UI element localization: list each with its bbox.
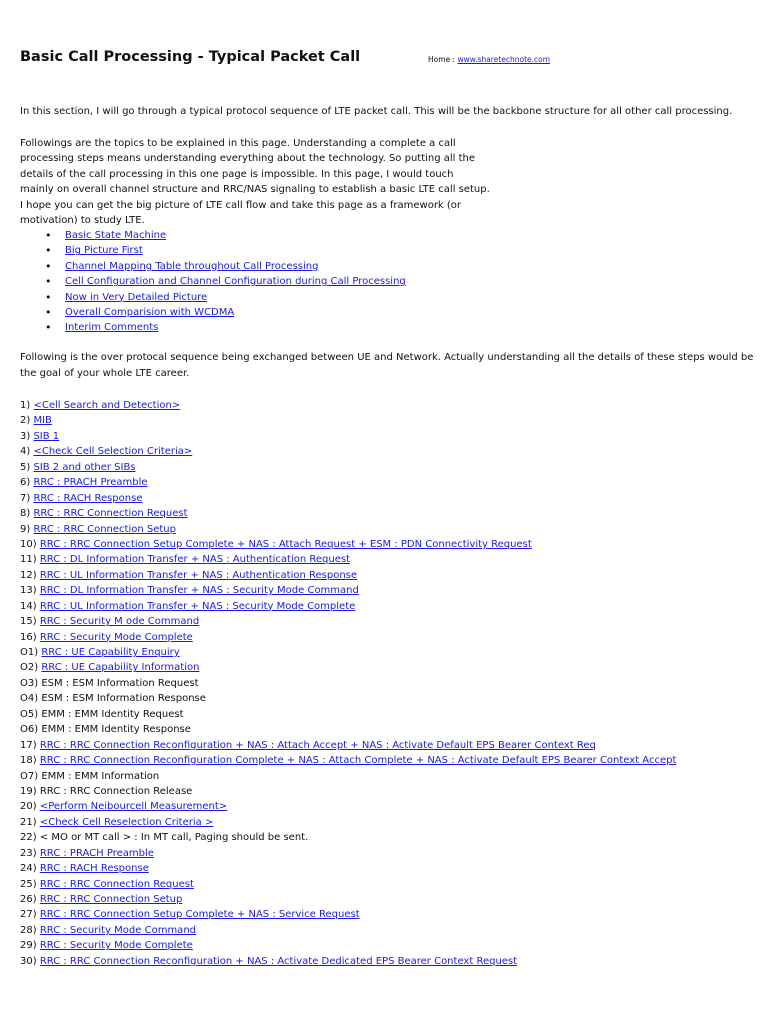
topics-intro-paragraph: Followings are the topics to be explained in this page. Understanding a complete a call processing steps means understanding everything about the technology. So putting all the details of the call processing in this one page is impossible. In this page, I would touch mainly on overall channel structure and RRC/NAS signaling to establish a basic LTE call setup. I hope you can get the big picture of LTE call flow and take this page as a framework (or motivation) to study LTE.	[20, 138, 490, 227]
step-number: 19)	[20, 785, 37, 797]
protocol-step	[20, 645, 676, 660]
protocol-step	[20, 522, 676, 537]
step-number: 4)	[20, 446, 31, 458]
protocol-step	[20, 892, 676, 907]
step-link[interactable]: RRC : UE Capability Enquiry	[41, 647, 180, 658]
step-link[interactable]: RRC : Security Mode Complete	[39, 940, 193, 952]
step-number: 22)	[20, 832, 37, 844]
step-link[interactable]: RRC : UE Capability Information	[41, 662, 200, 674]
step-link[interactable]: MIB	[33, 415, 52, 427]
topic-link[interactable]: Big Picture First	[65, 245, 143, 257]
step-text: ESM : ESM Information Response	[41, 693, 206, 705]
protocol-step	[20, 707, 676, 722]
step-number: 5)	[20, 461, 31, 473]
step-number: 24)	[20, 863, 37, 875]
step-number: 21)	[20, 816, 37, 828]
protocol-step	[20, 599, 676, 614]
step-link[interactable]: RRC : RRC Connection Reconfiguration + NAS : Activate Dedicated EPS Bearer Context Request	[39, 955, 518, 967]
step-number: 18)	[20, 755, 37, 767]
topic-item	[20, 290, 406, 305]
step-link[interactable]: RRC : DL Information Transfer + NAS : Authentication Request	[39, 554, 350, 566]
protocol-step	[20, 954, 676, 969]
protocol-step	[20, 429, 676, 444]
step-number: 17)	[20, 739, 37, 751]
step-text: EMM : EMM Identity Response	[41, 724, 191, 736]
protocol-step	[20, 877, 676, 892]
step-number: 9)	[20, 523, 31, 535]
protocol-step	[20, 923, 676, 938]
protocol-step	[20, 769, 676, 784]
protocol-step	[20, 568, 676, 583]
topic-link[interactable]: Cell Configuration and Channel Configuration during Call Processing	[65, 276, 406, 288]
step-number: 16)	[20, 631, 37, 643]
protocol-step	[20, 753, 676, 768]
protocol-step	[20, 722, 676, 737]
step-link[interactable]: RRC : RRC Connection Reconfiguration Complete + NAS : Attach Complete + NAS : Activate Default EPS Bearer Context Accept	[39, 755, 677, 767]
step-link[interactable]: RRC : Security Mode Command	[39, 924, 196, 936]
protocol-step	[20, 444, 676, 459]
step-number: O5)	[20, 708, 39, 720]
protocol-step	[20, 537, 676, 552]
protocol-step	[20, 815, 676, 830]
step-text: RRC : RRC Connection Release	[39, 785, 193, 797]
protocol-step	[20, 738, 676, 753]
step-link[interactable]: RRC : Security M ode Command	[39, 616, 200, 628]
step-number: 14)	[20, 600, 37, 612]
step-link[interactable]: RRC : RRC Connection Setup Complete + NAS : Attach Request + ESM : PDN Connectivity Request	[39, 538, 532, 550]
step-link[interactable]: RRC : UL Information Transfer + NAS : Security Mode Complete	[39, 600, 356, 612]
step-link[interactable]: RRC : RRC Connection Setup	[33, 523, 176, 535]
step-link[interactable]: RRC : PRACH Preamble	[33, 477, 148, 489]
step-link[interactable]: RRC : RRC Connection Request	[33, 508, 188, 520]
protocol-step	[20, 583, 676, 598]
protocol-step	[20, 846, 676, 861]
protocol-step	[20, 861, 676, 876]
protocol-step	[20, 506, 676, 521]
protocol-step	[20, 799, 676, 814]
page-header	[20, 49, 762, 69]
step-link[interactable]: RRC : RRC Connection Request	[39, 878, 194, 890]
step-number: 3)	[20, 430, 31, 442]
protocol-step	[20, 614, 676, 629]
protocol-step	[20, 660, 676, 675]
protocol-step	[20, 460, 676, 475]
step-link[interactable]: RRC : RACH Response	[39, 863, 149, 875]
protocol-step	[20, 784, 676, 799]
step-number: 30)	[20, 955, 37, 967]
step-link[interactable]: SIB 1	[33, 430, 60, 442]
step-text: ESM : ESM Information Request	[41, 677, 199, 689]
step-number: 12)	[20, 569, 37, 581]
protocol-step	[20, 552, 676, 567]
step-link[interactable]: RRC : DL Information Transfer + NAS : Security Mode Command	[39, 585, 359, 597]
step-link[interactable]: <Perform Neibourcell Measurement>	[39, 801, 228, 813]
step-number: O3)	[20, 677, 39, 689]
step-link[interactable]: RRC : PRACH Preamble	[39, 847, 154, 859]
step-link[interactable]: RRC : RACH Response	[33, 492, 143, 504]
step-number: 10)	[20, 538, 37, 550]
topic-item	[20, 228, 406, 243]
step-link[interactable]: RRC : UL Information Transfer + NAS : Authentication Response	[39, 569, 358, 581]
step-link[interactable]: <Check Cell Selection Criteria>	[33, 446, 193, 458]
step-link[interactable]: <Cell Search and Detection>	[33, 400, 181, 411]
topic-link[interactable]: Channel Mapping Table throughout Call Processing	[65, 260, 319, 272]
protocol-step	[20, 938, 676, 953]
step-number: 13)	[20, 585, 37, 597]
topic-item	[20, 274, 406, 289]
home-link[interactable]: www.sharetechnote.com	[457, 55, 551, 64]
topic-item	[20, 320, 406, 335]
step-number: 2)	[20, 415, 31, 427]
protocol-step	[20, 630, 676, 645]
topic-link[interactable]: Now in Very Detailed Picture	[65, 291, 208, 303]
protocol-step-list	[20, 398, 676, 969]
step-number: 20)	[20, 801, 37, 813]
sequence-intro-paragraph: Following is the over protocal sequence being exchanged between UE and Network. Actually understanding all the details of these steps would be the goal of your whole LTE career.	[20, 352, 754, 379]
protocol-step	[20, 907, 676, 922]
step-number: 27)	[20, 909, 37, 921]
protocol-step	[20, 830, 676, 845]
step-number: 6)	[20, 477, 31, 489]
protocol-step	[20, 491, 676, 506]
step-number: O7)	[20, 770, 39, 782]
step-number: 11)	[20, 554, 37, 566]
topic-link[interactable]: Overall Comparision with WCDMA	[65, 306, 235, 318]
topic-list	[20, 228, 406, 336]
step-number: O2)	[20, 662, 39, 674]
page-title: Basic Call Processing - Typical Packet Call	[20, 49, 361, 65]
step-link[interactable]: SIB 2 and other SIBs	[33, 461, 136, 473]
home-link-line	[428, 55, 550, 64]
step-link[interactable]: RRC : RRC Connection Setup Complete + NAS : Service Request	[39, 909, 360, 921]
protocol-step	[20, 475, 676, 490]
step-number: O4)	[20, 693, 39, 705]
topic-item	[20, 259, 406, 274]
step-link[interactable]: RRC : Security Mode Complete	[39, 631, 193, 643]
step-number: 8)	[20, 508, 31, 520]
intro-paragraph: In this section, I will go through a typical protocol sequence of LTE packet call. This will be the backbone structure for all other call processing.	[20, 106, 733, 117]
step-number: 1)	[20, 400, 31, 411]
step-number: 15)	[20, 616, 37, 628]
step-number: 23)	[20, 847, 37, 859]
step-number: 25)	[20, 878, 37, 890]
topic-item	[20, 305, 406, 320]
topic-link[interactable]: Interim Comments	[65, 322, 159, 334]
step-link[interactable]: <Check Cell Reselection Criteria >	[39, 816, 214, 828]
step-number: O6)	[20, 724, 39, 736]
step-text: < MO or MT call > : In MT call, Paging should be sent.	[39, 832, 309, 844]
home-label: Home :	[428, 55, 456, 64]
step-number: 28)	[20, 924, 37, 936]
step-text: EMM : EMM Identity Request	[41, 708, 184, 720]
protocol-step	[20, 398, 676, 413]
step-number: 7)	[20, 492, 31, 504]
step-number: 29)	[20, 940, 37, 952]
protocol-step	[20, 691, 676, 706]
step-link[interactable]: RRC : RRC Connection Setup	[39, 894, 183, 905]
protocol-step	[20, 676, 676, 691]
step-text: EMM : EMM Information	[41, 770, 160, 782]
topic-link[interactable]: Basic State Machine	[65, 230, 167, 241]
step-link[interactable]: RRC : RRC Connection Reconfiguration + NAS : Attach Accept + NAS : Activate Default EPS Bearer Context Req	[39, 739, 596, 751]
step-number: O1)	[20, 647, 39, 658]
step-number: 26)	[20, 894, 37, 905]
protocol-step	[20, 413, 676, 428]
topic-item	[20, 243, 406, 258]
